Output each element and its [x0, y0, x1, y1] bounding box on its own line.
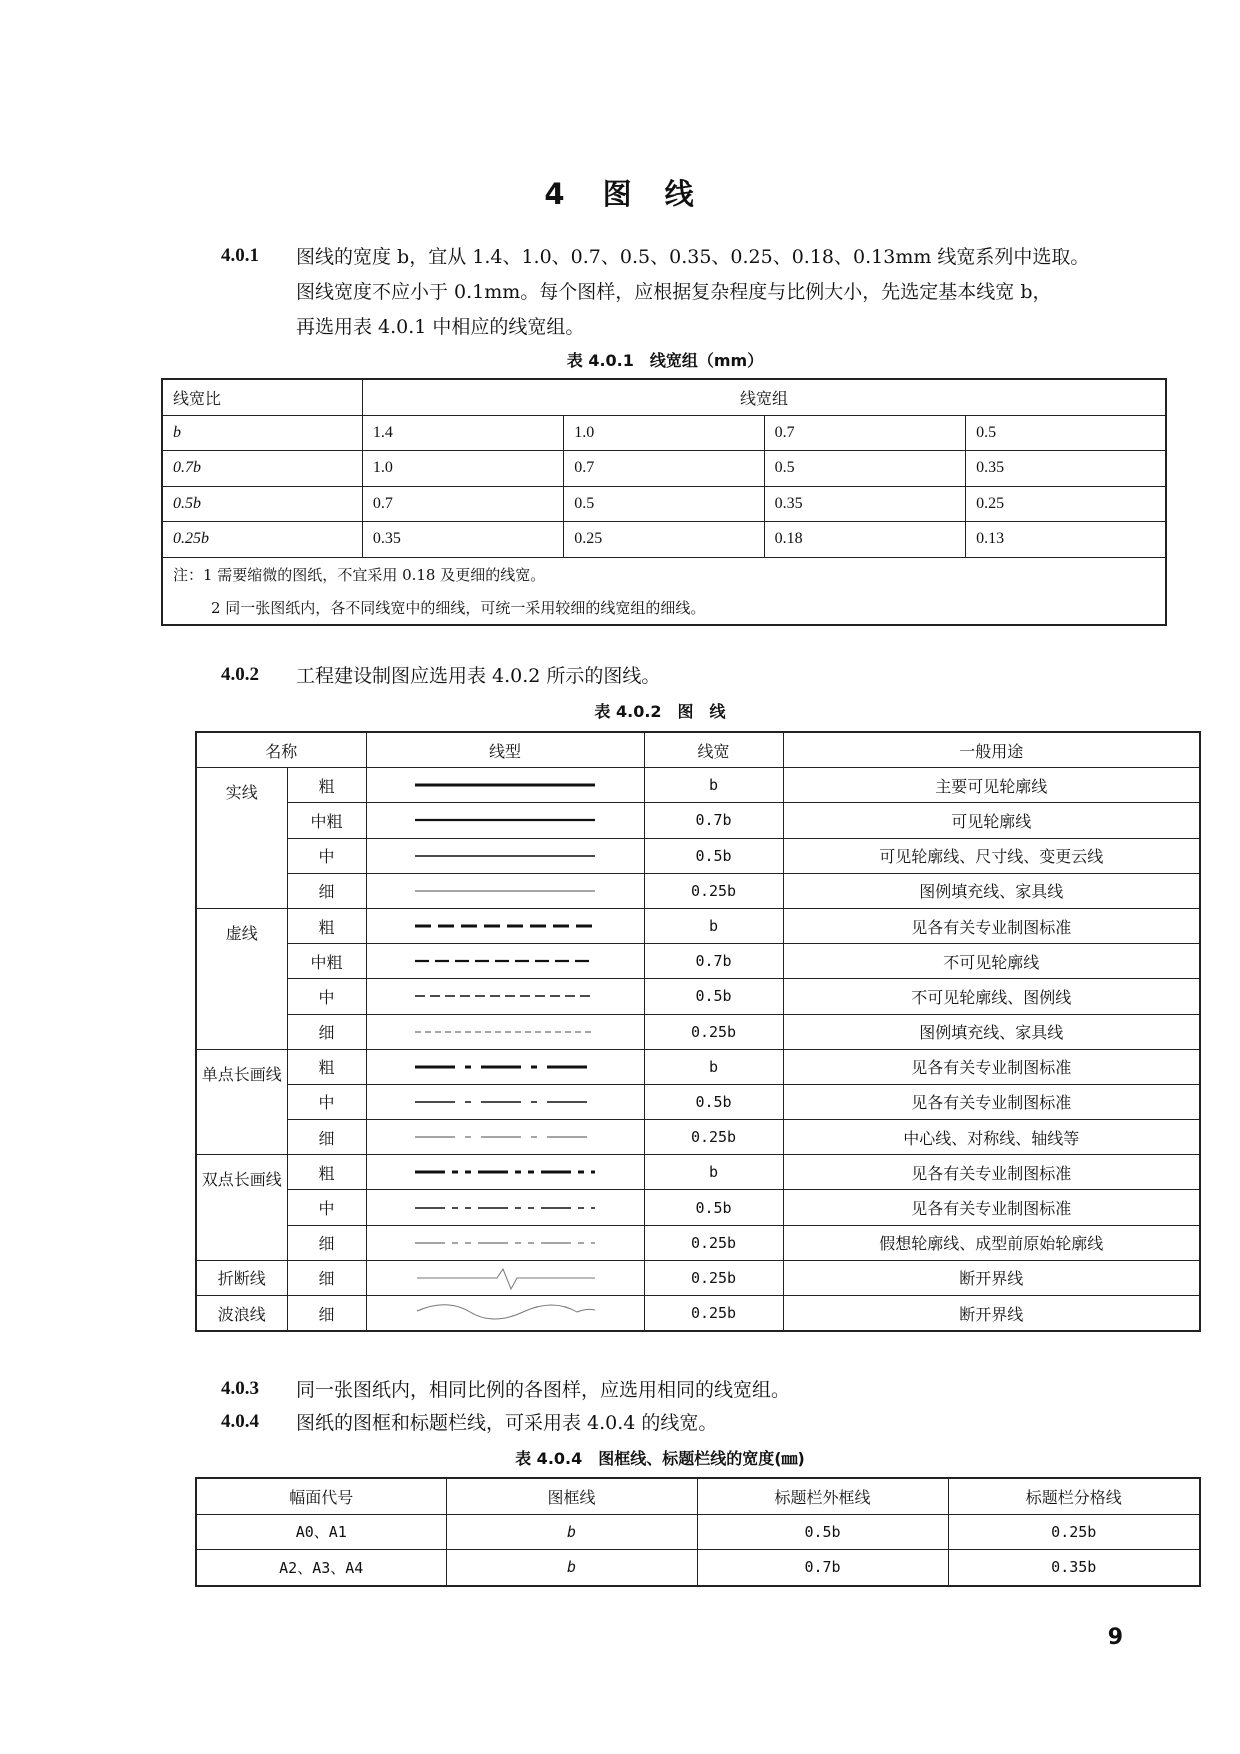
- table-caption: 表 4.0.2 图 线: [594, 702, 726, 721]
- table-row: [196, 1550, 1200, 1586]
- line-sample-break: [405, 1265, 605, 1291]
- table-cell: 可见轮廓线、尺寸线、变更云线: [783, 838, 1200, 873]
- table-row: [196, 1155, 1200, 1190]
- table-cell: 0.5b: [644, 838, 783, 873]
- line-sample: [366, 1049, 644, 1084]
- line-width-group-table: [161, 378, 1167, 626]
- group-name: 实线: [196, 768, 287, 909]
- table-row: [196, 803, 1200, 838]
- table-note: 2 同一张图纸内，各不同线宽中的细线，可统一采用较细的线宽组的细线。: [162, 592, 1166, 625]
- group-name: 折断线: [196, 1260, 287, 1295]
- table-row: [196, 1049, 1200, 1084]
- table-cell: 细: [287, 873, 366, 908]
- clause-number: 4.0.4: [221, 1411, 259, 1432]
- table-cell: 中心线、对称线、轴线等: [783, 1120, 1200, 1155]
- table-cell: 0.7b: [162, 451, 362, 487]
- table-cell: 0.7b: [644, 944, 783, 979]
- table-header-cell: 线型: [366, 732, 644, 768]
- table-cell: b: [446, 1514, 697, 1550]
- table-cell: 中粗: [287, 803, 366, 838]
- table-cell: 见各有关专业制图标准: [783, 1084, 1200, 1119]
- table-cell: 0.7b: [644, 803, 783, 838]
- table-row: [196, 944, 1200, 979]
- clause-number: 4.0.1: [221, 245, 259, 266]
- table-cell: 0.35b: [948, 1550, 1200, 1586]
- clause-text: 图线宽度不应小于 0.1mm。每个图样，应根据复杂程度与比例大小，先选定基本线宽 b，: [296, 281, 1052, 303]
- table-row: [196, 1190, 1200, 1225]
- table-cell: b: [644, 1049, 783, 1084]
- line-type-table: [195, 731, 1201, 1332]
- table-cell: 1.0: [564, 415, 764, 451]
- line-sample: [366, 838, 644, 873]
- clause-text: 再选用表 4.0.1 中相应的线宽组。: [296, 316, 585, 338]
- table-cell: A2、A3、A4: [196, 1550, 446, 1586]
- line-sample-dashed-medium-thick: [405, 957, 605, 965]
- table-cell: 0.5b: [644, 979, 783, 1014]
- line-sample-double-chain-thick: [405, 1168, 605, 1176]
- table-cell: 粗: [287, 1049, 366, 1084]
- frame-line-width-table: [195, 1477, 1201, 1587]
- table-header-cell: 名称: [196, 732, 366, 768]
- table-row: [196, 908, 1200, 943]
- clause-text: 同一张图纸内，相同比例的各图样，应选用相同的线宽组。: [296, 1379, 791, 1401]
- line-sample: [366, 944, 644, 979]
- clause-text: 工程建设制图应选用表 4.0.2 所示的图线。: [296, 665, 661, 687]
- chapter-number: 4: [544, 177, 567, 211]
- table-cell: 0.25: [966, 486, 1166, 522]
- group-name: 波浪线: [196, 1296, 287, 1332]
- table-cell: 1.0: [362, 451, 563, 487]
- table-cell: 0.25b: [644, 1260, 783, 1295]
- line-sample: [366, 1155, 644, 1190]
- clause-text: 图纸的图框和标题栏线，可采用表 4.0.4 的线宽。: [296, 1412, 718, 1434]
- line-sample: [366, 1084, 644, 1119]
- line-sample: [366, 1190, 644, 1225]
- line-sample: [366, 1260, 644, 1295]
- clause-text: 图线的宽度 b，宜从 1.4、1.0、0.7、0.5、0.35、0.25、0.18、0.13mm 线宽系列中选取。: [296, 246, 1090, 268]
- table-header-cell: 图框线: [446, 1478, 697, 1514]
- line-sample-dashed-thin: [405, 1028, 605, 1036]
- group-name: 双点长画线: [196, 1155, 287, 1261]
- table-header-cell: 标题栏分格线: [948, 1478, 1200, 1514]
- group-name: 单点长画线: [196, 1049, 287, 1155]
- table-cell: 粗: [287, 1155, 366, 1190]
- table-cell: 断开界线: [783, 1260, 1200, 1295]
- table-cell: 0.5b: [644, 1084, 783, 1119]
- table-row: [196, 1014, 1200, 1049]
- table-cell: 见各有关专业制图标准: [783, 1190, 1200, 1225]
- table-row: [162, 486, 1166, 522]
- table-cell: 0.13: [966, 522, 1166, 558]
- table-cell: 0.5: [966, 415, 1166, 451]
- table-cell: 细: [287, 1296, 366, 1332]
- table-row: [196, 1120, 1200, 1155]
- table-cell: 图例填充线、家具线: [783, 873, 1200, 908]
- table-cell: A0、A1: [196, 1514, 446, 1550]
- table-cell: 0.35: [966, 451, 1166, 487]
- chapter-title: [0, 172, 1240, 213]
- line-sample-solid-thin: [405, 887, 605, 895]
- table-cell: 0.5b: [162, 486, 362, 522]
- line-sample: [366, 1296, 644, 1332]
- table-cell: 见各有关专业制图标准: [783, 1049, 1200, 1084]
- line-sample-single-chain-medium: [405, 1098, 605, 1106]
- line-sample: [366, 768, 644, 803]
- line-sample: [366, 803, 644, 838]
- table-caption: 表 4.0.4 图框线、标题栏线的宽度(㎜): [515, 1449, 805, 1468]
- line-sample-solid-medium-thick: [405, 816, 605, 824]
- line-sample: [366, 1014, 644, 1049]
- table-cell: 0.25b: [644, 1296, 783, 1332]
- table-cell: 0.7: [362, 486, 563, 522]
- table-cell: 0.5: [764, 451, 965, 487]
- line-sample: [366, 1120, 644, 1155]
- table-row: [196, 1514, 1200, 1550]
- table-cell: 0.25: [564, 522, 764, 558]
- table-cell: 0.25b: [644, 873, 783, 908]
- table-cell: 见各有关专业制图标准: [783, 1155, 1200, 1190]
- table-cell: 0.25b: [162, 522, 362, 558]
- table-cell: 粗: [287, 908, 366, 943]
- table-header-cell: 线宽组: [362, 379, 1166, 415]
- table-header-cell: 线宽: [644, 732, 783, 768]
- line-sample-solid-medium: [405, 852, 605, 860]
- line-sample-double-chain-medium: [405, 1204, 605, 1212]
- table-cell: 0.35: [362, 522, 563, 558]
- page-number: 9: [1107, 1625, 1123, 1650]
- table-cell: 不可见轮廓线: [783, 944, 1200, 979]
- table-cell: 细: [287, 1225, 366, 1260]
- table-cell: 0.5: [564, 486, 764, 522]
- table-cell: 可见轮廓线: [783, 803, 1200, 838]
- table-cell: b: [644, 1155, 783, 1190]
- table-cell: b: [644, 908, 783, 943]
- table-header-cell: 线宽比: [162, 379, 362, 415]
- table-cell: 中: [287, 1190, 366, 1225]
- table-cell: 细: [287, 1014, 366, 1049]
- line-sample: [366, 908, 644, 943]
- table-cell: 细: [287, 1120, 366, 1155]
- table-cell: 中: [287, 1084, 366, 1119]
- table-row: [196, 1084, 1200, 1119]
- table-cell: 0.25b: [948, 1514, 1200, 1550]
- line-sample-dashed-thick: [405, 922, 605, 930]
- table-header-cell: 一般用途: [783, 732, 1200, 768]
- table-caption: 表 4.0.1 线宽组（mm）: [566, 351, 764, 370]
- line-sample-solid-thick: [405, 781, 605, 789]
- table-row: [162, 451, 1166, 487]
- table-cell: 细: [287, 1260, 366, 1295]
- table-header-cell: 幅面代号: [196, 1478, 446, 1514]
- table-note: 注：1 需要缩微的图纸，不宜采用 0.18 及更细的线宽。: [162, 557, 1166, 592]
- line-sample-double-chain-thin: [405, 1239, 605, 1247]
- table-cell: 图例填充线、家具线: [783, 1014, 1200, 1049]
- line-sample-wave: [405, 1300, 605, 1326]
- line-sample: [366, 873, 644, 908]
- table-cell: 0.5b: [697, 1514, 948, 1550]
- clause-number: 4.0.2: [221, 664, 259, 685]
- line-sample: [366, 1225, 644, 1260]
- table-cell: 不可见轮廓线、图例线: [783, 979, 1200, 1014]
- table-cell: 0.25b: [644, 1120, 783, 1155]
- table-cell: 假想轮廓线、成型前原始轮廓线: [783, 1225, 1200, 1260]
- table-row: [196, 1260, 1200, 1295]
- table-cell: 0.7b: [697, 1550, 948, 1586]
- table-cell: 中: [287, 979, 366, 1014]
- table-row: [196, 838, 1200, 873]
- table-cell: 1.4: [362, 415, 563, 451]
- table-cell: 断开界线: [783, 1296, 1200, 1332]
- table-cell: 0.35: [764, 486, 965, 522]
- table-cell: 0.5b: [644, 1190, 783, 1225]
- table-row: [196, 1296, 1200, 1332]
- table-cell: 主要可见轮廓线: [783, 768, 1200, 803]
- table-cell: 见各有关专业制图标准: [783, 908, 1200, 943]
- line-sample: [366, 979, 644, 1014]
- table-cell: 粗: [287, 768, 366, 803]
- table-cell: 0.18: [764, 522, 965, 558]
- table-header-cell: 标题栏外框线: [697, 1478, 948, 1514]
- table-cell: 0.7: [564, 451, 764, 487]
- line-sample-single-chain-thin: [405, 1133, 605, 1141]
- chapter-name: 图 线: [602, 177, 696, 211]
- table-row: [162, 522, 1166, 558]
- table-row: [162, 415, 1166, 451]
- table-cell: b: [644, 768, 783, 803]
- table-cell: 0.25b: [644, 1014, 783, 1049]
- group-name: 虚线: [196, 908, 287, 1049]
- clause-number: 4.0.3: [221, 1378, 259, 1399]
- table-cell: 中粗: [287, 944, 366, 979]
- table-row: [196, 768, 1200, 803]
- table-cell: b: [446, 1550, 697, 1586]
- table-cell: 中: [287, 838, 366, 873]
- table-row: [196, 1225, 1200, 1260]
- line-sample-dashed-medium: [405, 992, 605, 1000]
- table-cell: 0.7: [764, 415, 965, 451]
- table-row: [196, 979, 1200, 1014]
- table-row: [196, 873, 1200, 908]
- table-cell: b: [162, 415, 362, 451]
- line-sample-single-chain-thick: [405, 1063, 605, 1071]
- table-cell: 0.25b: [644, 1225, 783, 1260]
